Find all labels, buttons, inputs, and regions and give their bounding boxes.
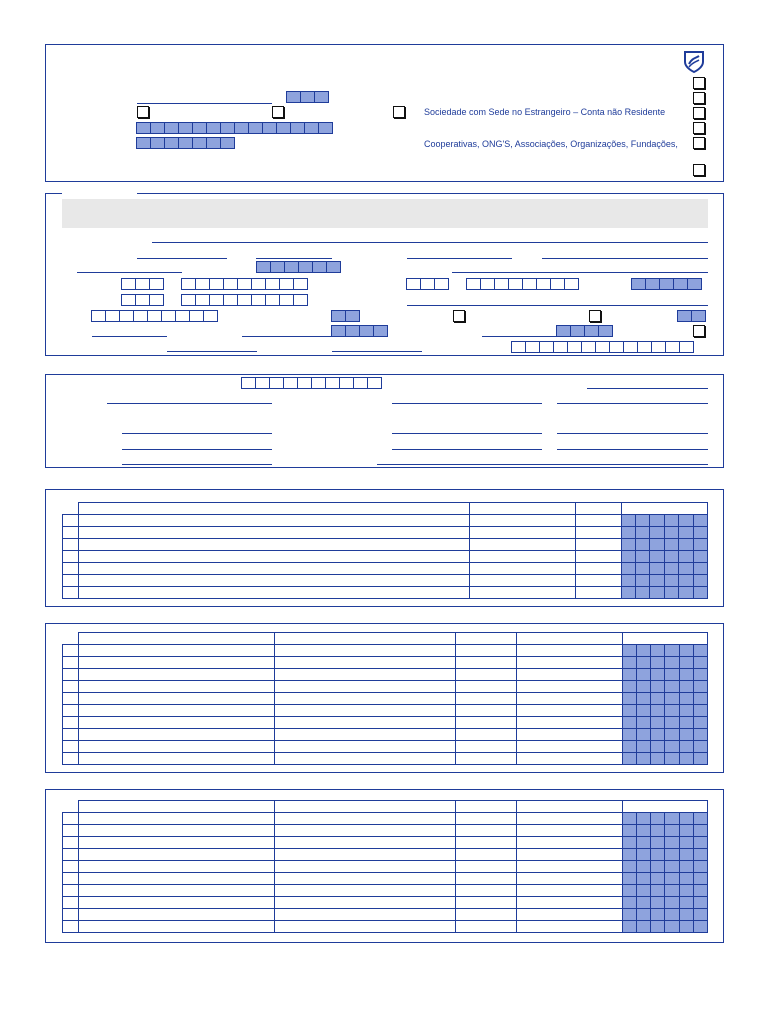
table-row[interactable] (63, 837, 708, 849)
table-row[interactable] (63, 657, 708, 669)
table-row[interactable] (63, 909, 708, 921)
field-underline (242, 336, 332, 337)
code-cells-b[interactable] (407, 278, 449, 290)
filled-cells-a[interactable] (632, 278, 702, 290)
checkbox-sex-f[interactable] (589, 310, 601, 322)
table-row[interactable] (63, 645, 708, 657)
section-heading-band (62, 199, 708, 228)
table-row[interactable] (63, 873, 708, 885)
checkbox-option-2[interactable] (272, 106, 284, 118)
table-row[interactable] (63, 861, 708, 873)
checkbox-resident[interactable] (693, 325, 705, 337)
field-underline (392, 433, 542, 434)
table-row[interactable] (63, 669, 708, 681)
code-cells-c[interactable] (122, 294, 164, 306)
table-row[interactable] (63, 813, 708, 825)
table-row[interactable] (63, 563, 708, 575)
checkbox-sex-m[interactable] (453, 310, 465, 322)
checkbox-right-4[interactable] (693, 122, 705, 134)
table-row[interactable] (63, 575, 708, 587)
field-underline (587, 388, 708, 389)
field-underline (152, 242, 708, 243)
field-underline (482, 336, 557, 337)
table-row[interactable] (63, 741, 708, 753)
checkbox-right-2[interactable] (693, 92, 705, 104)
table-row[interactable] (63, 681, 708, 693)
phone-cells[interactable] (242, 377, 382, 389)
checkbox-right-1[interactable] (693, 77, 705, 89)
table-row[interactable] (63, 885, 708, 897)
field-underline (137, 258, 227, 259)
field-underline (107, 403, 272, 404)
field-underline (332, 351, 422, 352)
field-underline (77, 272, 182, 273)
field-underline (557, 449, 708, 450)
header-code-cells[interactable] (287, 91, 329, 103)
table-row[interactable] (63, 527, 708, 539)
table-row[interactable] (63, 849, 708, 861)
field-underline (392, 449, 542, 450)
table-row[interactable] (63, 717, 708, 729)
header-name-cells[interactable] (137, 122, 333, 134)
checkbox-option-1[interactable] (137, 106, 149, 118)
field-underline (377, 464, 708, 465)
filled-cells-b[interactable] (332, 310, 360, 322)
code-cells-a[interactable] (122, 278, 164, 290)
option-nonresident-label: Sociedade com Sede no Estrangeiro – Conta não Residente (424, 107, 666, 117)
panel-title-underline (62, 193, 137, 194)
field-underline (407, 258, 512, 259)
field-underline (557, 403, 708, 404)
table-row[interactable] (63, 551, 708, 563)
date-cells[interactable] (257, 261, 341, 273)
table-row[interactable] (63, 705, 708, 717)
data-table-c (62, 800, 708, 933)
field-underline (256, 258, 332, 259)
number-cells-a[interactable] (182, 278, 308, 290)
field-underline (137, 103, 272, 104)
field-underline (392, 403, 542, 404)
table-row[interactable] (63, 587, 708, 599)
filled-cells-c[interactable] (678, 310, 706, 322)
number-cells-d[interactable] (92, 310, 218, 322)
checkbox-right-3[interactable] (693, 107, 705, 119)
field-underline (452, 272, 708, 273)
table-row[interactable] (63, 515, 708, 527)
nib-cells[interactable] (512, 341, 694, 353)
field-underline (122, 464, 272, 465)
table-row[interactable] (63, 921, 708, 933)
header-id-cells[interactable] (137, 137, 235, 149)
checkbox-right-5[interactable] (693, 137, 705, 149)
field-underline (167, 351, 257, 352)
filled-cells-d[interactable] (332, 325, 388, 337)
field-underline (92, 336, 167, 337)
field-underline (407, 305, 708, 306)
field-underline (122, 433, 272, 434)
table-row[interactable] (63, 539, 708, 551)
table-row[interactable] (63, 693, 708, 705)
number-cells-b[interactable] (467, 278, 579, 290)
table-row[interactable] (63, 825, 708, 837)
filled-cells-e[interactable] (557, 325, 613, 337)
number-cells-c[interactable] (182, 294, 308, 306)
table-row[interactable] (63, 729, 708, 741)
table-row[interactable] (63, 897, 708, 909)
checkbox-right-6[interactable] (693, 164, 705, 176)
field-underline (542, 258, 708, 259)
checkbox-nonresident[interactable] (393, 106, 405, 118)
data-table-b (62, 632, 708, 765)
field-underline (122, 449, 272, 450)
bank-logo-icon (683, 50, 705, 74)
table-row[interactable] (63, 753, 708, 765)
option-nonprofit-label: Cooperativas, ONG'S, Associações, Organizações, Fundações, (424, 139, 678, 149)
data-table-a (62, 502, 708, 599)
field-underline (557, 433, 708, 434)
